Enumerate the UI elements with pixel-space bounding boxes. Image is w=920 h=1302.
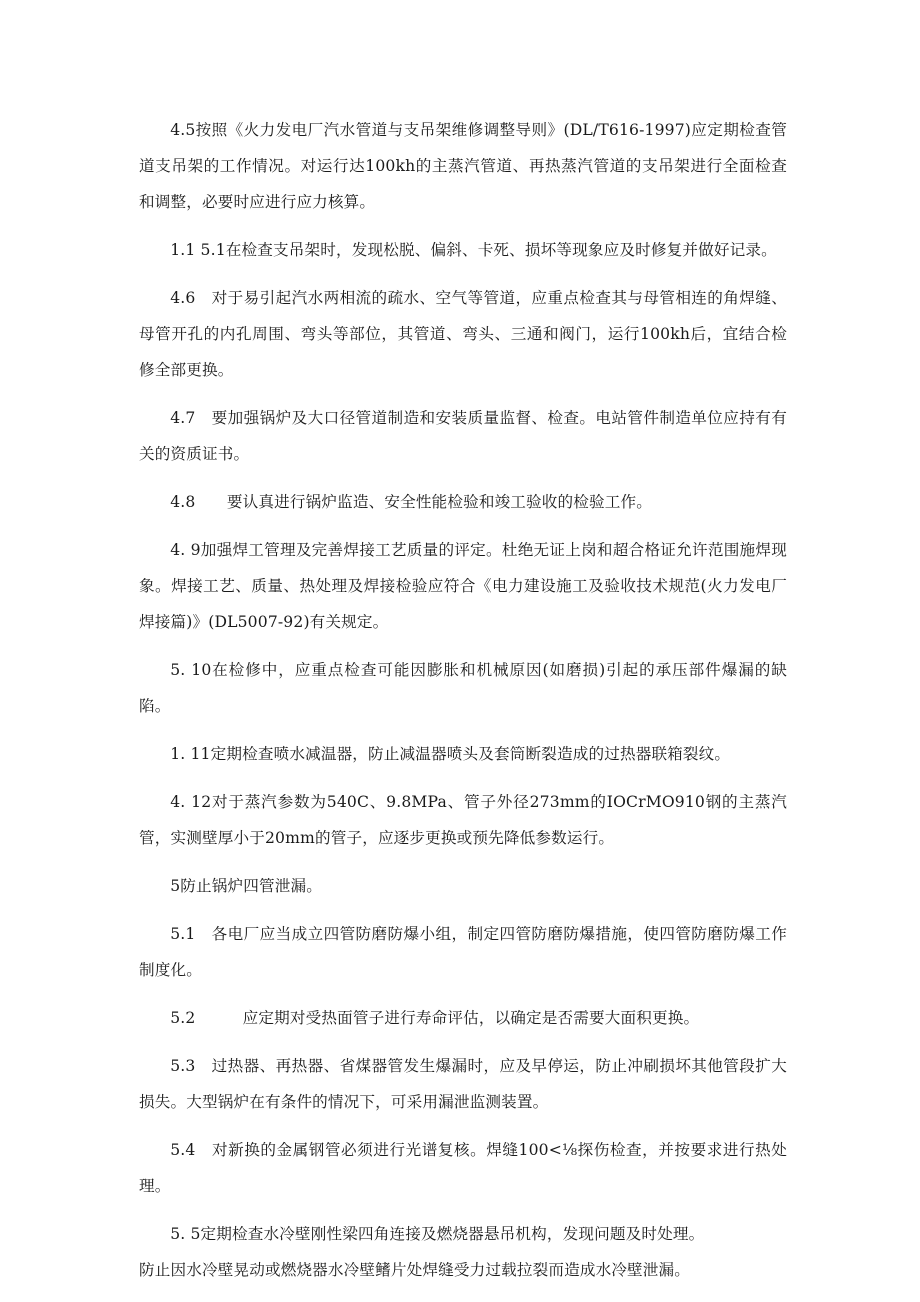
paragraph-4-7: 4.7 要加强锅炉及大口径管道制造和安装质量监督、检查。电站管件制造单位应持有有关的资质证书。 xyxy=(139,409,787,463)
section-heading-5: 5防止锅炉四管泄漏。 xyxy=(170,877,322,895)
paragraph-4-5: 4.5按照《火力发电厂汽水管道与支吊架维修调整导则》(DL/T616-1997)应定期检查管道支吊架的工作情况。对运行达100kh的主蒸汽管道、再热蒸汽管道的支吊架进行全面检查和调整，必要时应进行应力核算。 xyxy=(139,121,787,211)
paragraph-5-1: 5.1 各电厂应当成立四管防磨防爆小组，制定四管防磨防爆措施，使四管防磨防爆工作制度化。 xyxy=(139,925,787,979)
paragraph-4-6: 4.6 对于易引起汽水两相流的疏水、空气等管道，应重点检查其与母管相连的角焊缝、母管开孔的内孔周围、弯头等部位，其管道、弯头、三通和阀门，运行100kh后，宜结合检修全部更换。 xyxy=(139,289,787,379)
document-body xyxy=(139,112,787,1300)
paragraph-5-5-continuation: 防止因水冷壁晃动或燃烧器水冷壁鳍片处焊缝受力过载拉裂而造成水冷壁泄漏。 xyxy=(139,1261,691,1279)
paragraph-5-10: 5. 10在检修中，应重点检查可能因膨胀和机械原因(如磨损)引起的承压部件爆漏的缺陷。 xyxy=(139,661,787,715)
paragraph-5-3: 5.3 过热器、再热器、省煤器管发生爆漏时，应及早停运，防止冲刷损坏其他管段扩大损失。大型锅炉在有条件的情况下，可采用漏泄监测装置。 xyxy=(139,1057,787,1111)
paragraph-1-1-5-1: 1.1 5.1在检查支吊架时，发现松脱、偏斜、卡死、损坏等现象应及时修复并做好记录。 xyxy=(170,241,777,259)
paragraph-1-11: 1. 11定期检查喷水减温器，防止减温器喷头及套筒断裂造成的过热器联箱裂纹。 xyxy=(170,745,731,763)
paragraph-5-4: 5.4 对新换的金属钢管必须进行光谱复核。焊缝100<⅛探伤检查，并按要求进行热处理。 xyxy=(139,1141,787,1195)
paragraph-4-12: 4. 12对于蒸汽参数为540C、9.8MPa、管子外径273mm的IOCrMO910钢的主蒸汽管，实测壁厚小于20mm的管子，应逐步更换或预先降低参数运行。 xyxy=(139,793,787,847)
paragraph-5-5: 5. 5定期检查水冷壁刚性梁四角连接及燃烧器悬吊机构，发现问题及时处理。 xyxy=(170,1225,705,1243)
paragraph-4-9: 4. 9加强焊工管理及完善焊接工艺质量的评定。杜绝无证上岗和超合格证允许范围施焊现象。焊接工艺、质量、热处理及焊接检验应符合《电力建设施工及验收技术规范(火力发电厂焊接篇)》(DL5007-92)有关规定。 xyxy=(139,541,787,631)
paragraph-5-2: 5.2 应定期对受热面管子进行寿命评估，以确定是否需要大面积更换。 xyxy=(170,1009,700,1027)
paragraph-4-8: 4.8 要认真进行锅炉监造、安全性能检验和竣工验收的检验工作。 xyxy=(170,493,653,511)
